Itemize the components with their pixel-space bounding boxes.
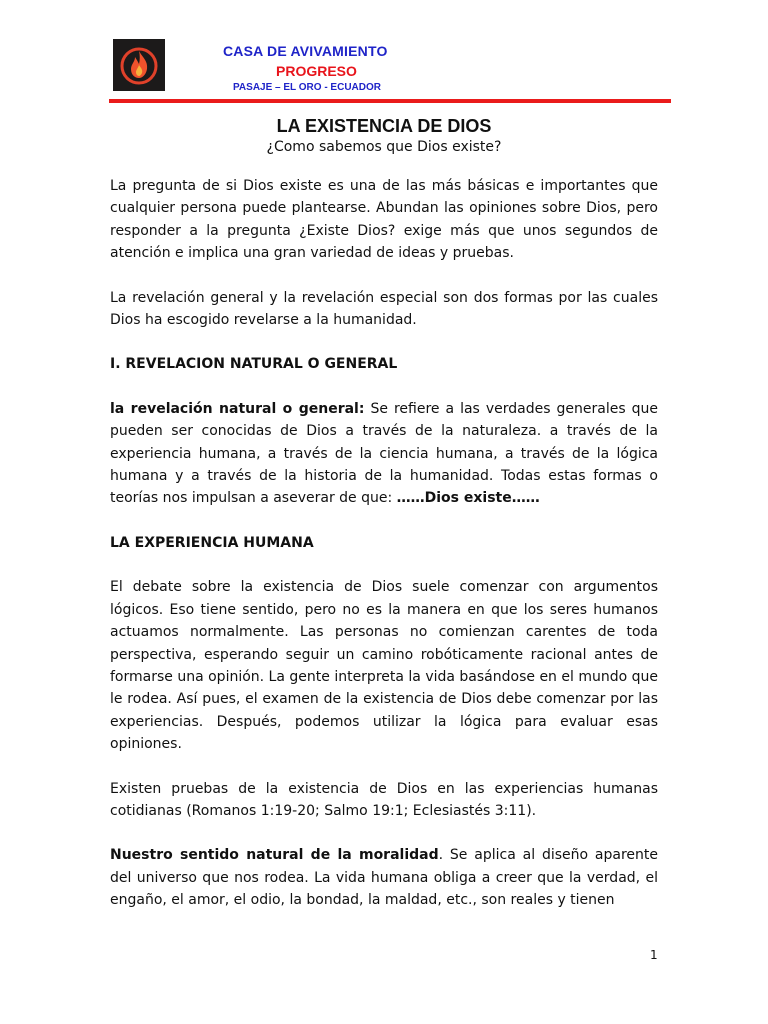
- paragraph-6: [110, 844, 658, 911]
- paragraph-3: [110, 398, 658, 510]
- section-heading-revelacion: I. REVELACION NATURAL O GENERAL: [110, 356, 398, 373]
- document-body: [110, 175, 658, 934]
- section-heading-experiencia: LA EXPERIENCIA HUMANA: [110, 534, 314, 551]
- org-name-line1: CASA DE AVIVAMIENTO: [223, 43, 388, 59]
- document-title: LA EXISTENCIA DE DIOS: [276, 116, 492, 136]
- paragraph-6-lead: Nuestro sentido natural de la moralidad: [110, 847, 439, 864]
- paragraph-2: La revelación general y la revelación especial son dos formas por las cuales Dios ha escogido revelarse a la humanidad.: [110, 289, 658, 329]
- paragraph-3-text: Se refiere a las verdades generales que pueden ser conocidas de Dios a través de la naturaleza. a través de la experiencia humana, a través de la ciencia humana, a través de la lógica humana y a través de la historia de la humanidad. Todas estas formas o teorías nos impulsan a aseverar de que:: [110, 400, 658, 507]
- flame-logo-icon: [113, 39, 165, 91]
- paragraph-6-text: . Se aplica al diseño aparente del universo que nos rodea. La vida humana obliga a creer que la verdad, el engaño, el amor, el odio, la bondad, la maldad, etc., son reales y tienen: [110, 847, 658, 909]
- page-number: 1: [650, 948, 658, 962]
- org-name-line2: PROGRESO: [276, 63, 357, 79]
- paragraph-5: Existen pruebas de la existencia de Dios en las experiencias humanas cotidianas (Romanos 1:19-20; Salmo 19:1; Eclesiastés 3:11).: [110, 780, 658, 819]
- document-subtitle: ¿Como sabemos que Dios existe?: [266, 139, 502, 155]
- header-divider: [109, 99, 671, 103]
- paragraph-1: La pregunta de si Dios existe es una de las más básicas e importantes que cualquier persona puede plantearse. Abundan las opiniones sobre Dios, pero responder a la pregunta ¿Existe Dios? exige más que unos segundos de atención e implica una gran variedad de ideas y pruebas.: [110, 178, 658, 262]
- org-location: PASAJE – EL ORO - ECUADOR: [233, 82, 381, 93]
- paragraph-3-lead: la revelación natural o general:: [110, 400, 365, 417]
- paragraph-3-conclusion: ……Dios existe……: [396, 490, 540, 507]
- paragraph-4: El debate sobre la existencia de Dios suele comenzar con argumentos lógicos. Eso tiene sentido, pero no es la manera en que los seres humanos actuamos normalmente. Las personas no comienzan carentes de toda perspectiva, esperando seguir un camino robóticamente racional antes de formarse una opinión. La gente interpreta la vida basándose en el mundo que le rodea. Así pues, el examen de la existencia de Dios debe comenzar por las experiencias. Después, podemos utilizar la lógica para evaluar esas opiniones.: [110, 579, 658, 753]
